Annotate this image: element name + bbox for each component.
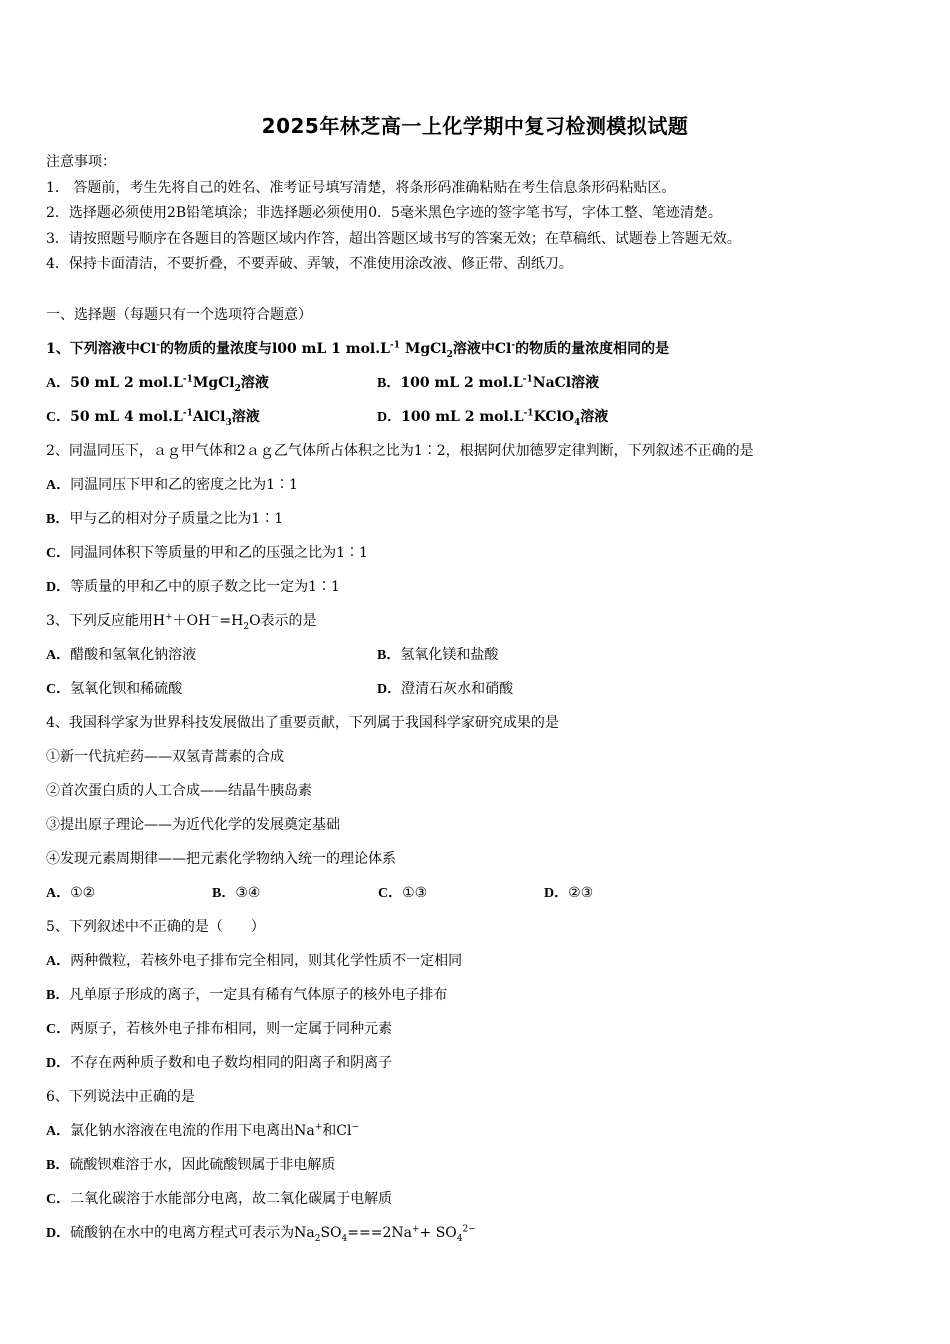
option-a[interactable] [46, 876, 212, 910]
page-title: 2025年林芝高一上化学期中复习检测模拟试题 [261, 114, 689, 138]
option-text: 50 mL 4 mol.L [70, 409, 183, 425]
option-sup: + [314, 1122, 323, 1133]
option-a[interactable] [46, 944, 906, 978]
option-c[interactable] [46, 672, 377, 706]
question-4-options [46, 876, 906, 910]
statement-item: ②首次蛋白质的人工合成——结晶牛胰岛素 [46, 783, 312, 799]
option-text: 澄清石灰水和硝酸 [401, 681, 514, 697]
option-text: 氢氧化镁和盐酸 [400, 647, 499, 663]
option-label: C． [46, 682, 71, 697]
notice-number: 3． [46, 230, 69, 247]
notice-section [46, 150, 906, 278]
option-text: 醋酸和氢氧化钠溶液 [70, 647, 197, 663]
option-text: 等质量的甲和乙中的原子数之比一定为1∶1 [70, 579, 340, 595]
option-label: D． [46, 580, 71, 595]
question-1-stem [46, 332, 906, 366]
option-c[interactable] [46, 1182, 906, 1216]
stem-text: 溶液中Cl [452, 341, 512, 357]
notice-number: 1． [46, 179, 69, 196]
stem-sup: - [156, 340, 160, 351]
option-text: SO [320, 1225, 342, 1241]
option-text: 凡单原子形成的离子，一定具有稀有气体原子的核外电子排布 [69, 987, 448, 1003]
option-sub: 2 [234, 383, 241, 394]
question-5-stem: 5、下列叙述中不正确的是（ ） [46, 919, 265, 935]
option-text: 和Cl [322, 1123, 352, 1139]
stem-text: O表示的是 [249, 613, 317, 629]
option-sub: 2 [314, 1233, 321, 1244]
stem-text: MgCl [399, 341, 447, 357]
option-label: B． [212, 886, 236, 901]
notice-heading: 注意事项： [46, 154, 116, 170]
notice-text: 请按照题号顺序在各题目的答题区域内作答，超出答题区域书写的答案无效；在草稿纸、试题卷上答题无效。 [68, 230, 741, 247]
option-sup: -1 [182, 374, 193, 385]
option-label: D． [377, 410, 402, 425]
stem-text: =H [219, 613, 244, 629]
option-sup: + [411, 1224, 420, 1235]
stem-text: ＋OH [172, 613, 211, 629]
option-label: C． [378, 886, 403, 901]
option-text: ===2Na [347, 1225, 412, 1241]
option-text: ③④ [235, 885, 261, 901]
question-4-stem: 4、我国科学家为世界科技发展做出了重要贡献，下列属于我国科学家研究成果的是 [46, 715, 559, 731]
stem-text: 1、下列溶液中Cl [46, 341, 157, 357]
option-text: AlCl [192, 409, 226, 425]
option-text: ②③ [568, 885, 594, 901]
option-sub: 4 [574, 417, 581, 428]
option-label: D． [377, 682, 402, 697]
statement-item: ③提出原子理论——为近代化学的发展奠定基础 [46, 817, 340, 833]
option-c[interactable] [378, 876, 544, 910]
stem-sup: － [210, 612, 220, 623]
section-heading: 一、选择题（每题只有一个选项符合题意） [46, 307, 312, 323]
notice-text: 选择题必须使用2B铅笔填涂；非选择题必须使用0．5毫米黑色字迹的签字笔书写，字体工整、笔迹清楚。 [68, 205, 722, 221]
notice-text: 保持卡面清洁，不要折叠，不要弄破、弄皱，不准使用涂改液、修正带、刮纸刀。 [68, 256, 573, 272]
question-3-options-row-1 [46, 638, 906, 672]
option-label: D． [46, 1056, 71, 1071]
option-text: 溶液 [580, 409, 609, 425]
notice-item [46, 176, 906, 202]
stem-text: 的物质的量浓度相同的是 [515, 341, 670, 357]
option-label: B． [377, 376, 401, 391]
statement-item: ①新一代抗疟药——双氢青蒿素的合成 [46, 749, 284, 765]
option-label: A． [46, 954, 71, 969]
notice-item [46, 252, 906, 278]
option-sup: 2− [462, 1224, 476, 1235]
option-label: D． [544, 886, 569, 901]
stem-text: 3、下列反应能用H [46, 613, 166, 629]
option-text: 氢氧化钡和稀硫酸 [70, 681, 183, 697]
option-label: C． [46, 410, 71, 425]
option-label: C． [46, 1022, 71, 1037]
option-text: ①② [70, 885, 96, 901]
option-b[interactable] [46, 978, 906, 1012]
option-text: 100 mL 2 mol.L [400, 375, 523, 391]
question-3-stem [46, 604, 906, 638]
option-label: A． [46, 478, 71, 493]
option-label: C． [46, 546, 71, 561]
question-6-stem: 6、下列说法中正确的是 [46, 1089, 195, 1105]
option-text: NaCl溶液 [532, 375, 600, 391]
option-text: 溶液 [231, 409, 260, 425]
option-label: D． [46, 1226, 71, 1241]
option-c[interactable] [46, 1012, 906, 1046]
statement-item: ④发现元素周期律——把元素化学物纳入统一的理论体系 [46, 851, 396, 867]
stem-sup: -1 [389, 340, 400, 351]
option-d[interactable] [377, 672, 708, 706]
option-a[interactable] [46, 638, 377, 672]
option-b[interactable] [46, 502, 906, 536]
option-label: A． [46, 1124, 71, 1139]
option-text: 甲与乙的相对分子质量之比为1∶1 [69, 511, 284, 527]
stem-text: 的物质的量浓度与l00 mL 1 mol.L [159, 341, 390, 357]
option-text: MgCl [192, 375, 235, 391]
option-text: 两种微粒，若核外电子排布完全相同，则其化学性质不一定相同 [70, 953, 463, 969]
question-3-options-row-2 [46, 672, 906, 706]
notice-item [46, 201, 906, 227]
option-label: C． [46, 1192, 71, 1207]
option-d[interactable] [544, 876, 710, 910]
option-c[interactable] [46, 400, 377, 434]
option-label: B． [377, 648, 401, 663]
option-a[interactable] [46, 468, 906, 502]
option-d[interactable] [377, 400, 708, 434]
option-sup: -1 [523, 408, 534, 419]
option-sub: 4 [456, 1233, 463, 1244]
option-label: B． [46, 1158, 70, 1173]
option-text: 溶液 [240, 375, 269, 391]
option-label: B． [46, 988, 70, 1003]
stem-sup: + [165, 612, 173, 623]
option-a[interactable] [46, 1114, 906, 1148]
option-sub: 3 [225, 417, 232, 428]
option-label: A． [46, 376, 71, 391]
option-text: 二氧化碳溶于水能部分电离，故二氧化碳属于电解质 [70, 1191, 393, 1207]
question-2-stem: 2、同温同压下，ａｇ甲气体和2ａｇ乙气体所占体积之比为1∶2，根据阿伏加德罗定律判断，下列叙述不正确的是 [46, 443, 754, 459]
option-sup: -1 [522, 374, 533, 385]
option-text: 硫酸钡难溶于水，因此硫酸钡属于非电解质 [69, 1157, 336, 1173]
questions-body [46, 298, 906, 1250]
option-b[interactable] [377, 366, 708, 400]
option-text: 同温同压下甲和乙的密度之比为1∶1 [70, 477, 298, 493]
option-c[interactable] [46, 536, 906, 570]
question-1-options-row-1 [46, 366, 906, 400]
option-text: 100 mL 2 mol.L [401, 409, 524, 425]
question-1-options-row-2 [46, 400, 906, 434]
option-a[interactable] [46, 366, 377, 400]
stem-sub: 2 [243, 621, 250, 632]
option-d[interactable] [46, 570, 906, 604]
option-text: 硫酸钠在水中的电离方程式可表示为Na [70, 1225, 315, 1241]
option-label: A． [46, 648, 71, 663]
stem-sup: - [511, 340, 516, 351]
option-sub: 4 [341, 1233, 348, 1244]
notice-number: 2． [46, 205, 69, 221]
notice-number: 4． [46, 256, 69, 272]
option-label: B． [46, 512, 70, 527]
option-text: KClO [533, 409, 575, 425]
option-sup: − [351, 1122, 360, 1133]
option-b[interactable] [377, 638, 708, 672]
option-text: 两原子，若核外电子排布相同，则一定属于同种元素 [70, 1021, 393, 1037]
option-b[interactable] [46, 1148, 906, 1182]
option-text: 不存在两种质子数和电子数均相同的阳离子和阴离子 [70, 1055, 393, 1071]
option-d[interactable] [46, 1046, 906, 1080]
option-text: 同温同体积下等质量的甲和乙的压强之比为1∶1 [70, 545, 368, 561]
option-text: 氯化钠水溶液在电流的作用下电离出Na [70, 1123, 315, 1139]
stem-sub: 2 [446, 349, 453, 360]
option-label: A． [46, 886, 71, 901]
option-text: 50 mL 2 mol.L [70, 375, 183, 391]
option-sup: -1 [182, 408, 193, 419]
option-d[interactable] [46, 1216, 906, 1250]
option-text: + SO [419, 1225, 457, 1241]
option-b[interactable] [212, 876, 378, 910]
notice-text: 答题前，考生先将自己的姓名、准考证号填写清楚，将条形码准确粘贴在考生信息条形码粘贴区。 [68, 179, 676, 196]
option-text: ①③ [402, 885, 428, 901]
notice-item [46, 227, 906, 253]
